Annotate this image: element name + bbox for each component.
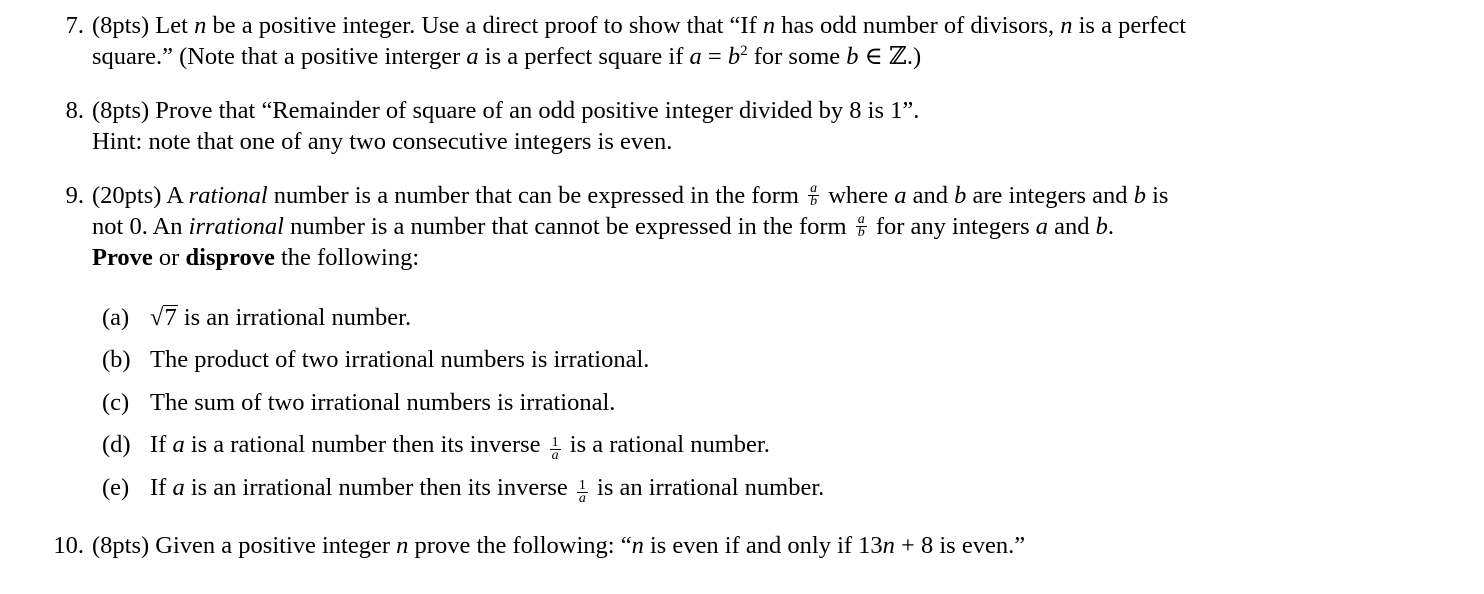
problem-7-line-1: (8pts) Let n be a positive integer. Use a direct proof to show that “If n has odd number of divisors, n is a perfect [92, 12, 1187, 39]
problem-8-hint: Hint: note that one of any two consecutive integers is even. [92, 128, 673, 155]
problem-10 [53, 530, 1467, 561]
problem-number: 10. [53, 532, 84, 559]
fraction-1-over-a: $\frac{1}{a}$ [551, 434, 559, 463]
subitem-e: (e) If a is an irrational number then its inverse $\frac{1}{a}$ is an irrational number. [102, 474, 825, 506]
fraction-1-over-a: $\frac{1}{a}$ [578, 477, 586, 506]
problem-8 [65, 95, 1467, 157]
problem-number: 9. [65, 182, 84, 209]
problem-7 [65, 10, 1467, 72]
square-root: √7 [150, 304, 177, 331]
subitem-a: (a) √7 is an irrational number. [102, 304, 412, 331]
problem-9-line-1: (20pts) A rational number is a number that can be expressed in the form $\frac{a}{b}$ where a and b are integers and b is [92, 180, 1169, 209]
subitem-d: (d) If a is a rational number then its inverse $\frac{1}{a}$ is a rational number. [102, 431, 770, 463]
problem-8-line-1: (8pts) Prove that “Remainder of square of an odd positive integer divided by 8 is 1”. [92, 97, 920, 124]
problem-7-line-2: square.” (Note that a positive interger a is a perfect square if $a = b^2$ for some b ∈ ℤ.) [92, 43, 922, 70]
fraction-a-over-b: $\frac{a}{b}$ [810, 180, 818, 209]
problem-10-line-1: (8pts) Given a positive integer n prove the following: “n is even if and only if 13n + 8 is even.” [92, 532, 1026, 559]
problem-9 [65, 180, 1467, 273]
fraction-a-over-b: $\frac{a}{b}$ [857, 211, 865, 240]
problem-number: 8. [65, 97, 84, 124]
problem-number: 7. [65, 12, 84, 39]
subitem-c: (c) The sum of two irrational numbers is irrational. [102, 389, 616, 416]
problem-9-line-2: not 0. An irrational number is a number that cannot be expressed in the form $\frac{a}{b}$ for any integers a and b. [92, 211, 1114, 240]
subitem-b: (b) The product of two irrational numbers is irrational. [102, 346, 650, 373]
problem-9-line-3: Prove or disprove the following: [92, 244, 420, 271]
